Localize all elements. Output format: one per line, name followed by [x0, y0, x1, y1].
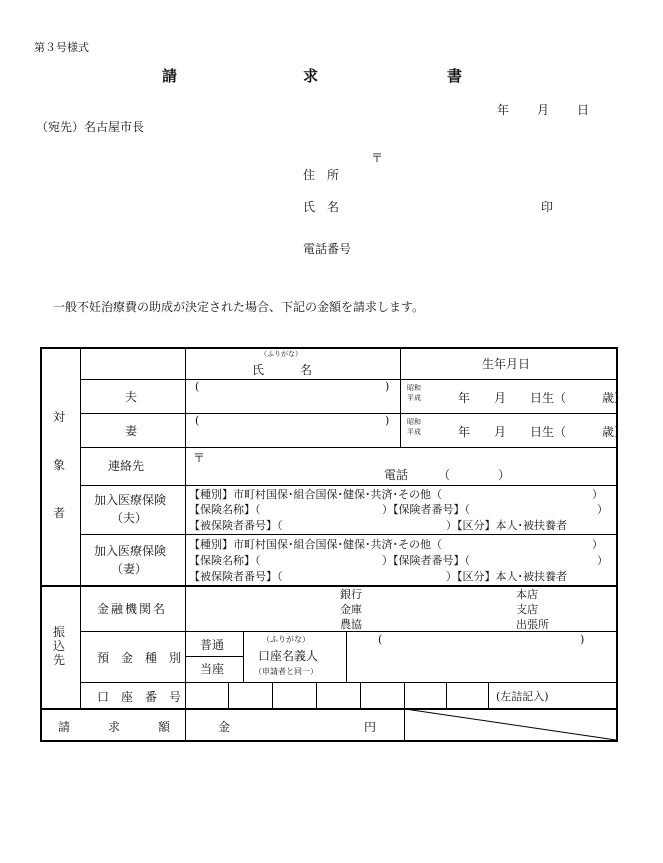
deposit-label: 預 金 種 別	[97, 651, 182, 665]
insurance-husband-type: 【種別】市町村国保･組合国保･健保･共済･その他（	[189, 488, 442, 501]
insurance-husband-label: 加入医療保険	[94, 493, 167, 507]
bank-type-bank: 銀行	[340, 588, 362, 601]
insurance-husband-sub: （夫）	[111, 511, 148, 525]
holder-paren-open: (	[378, 633, 383, 646]
insurance-wife-category: ）【区分】本人･被扶養者	[446, 570, 567, 583]
husband-era-showa: 昭和	[407, 384, 421, 392]
name-header: 氏 名	[252, 363, 313, 377]
title-char-1: 請	[162, 67, 178, 85]
holder-label: 口座名義人	[258, 649, 319, 663]
insurance-wife-type-end: ）	[592, 538, 603, 551]
section-target-label: 対	[53, 410, 66, 424]
bank-type-nokyo: 農協	[340, 618, 362, 631]
husband-furigana-open: (	[195, 380, 200, 393]
insurance-wife-label: 加入医療保険	[94, 544, 167, 558]
wife-dob: 年 月 日生（ 歳）	[458, 425, 627, 439]
form-number: 第３号様式	[34, 41, 89, 54]
wife-furigana-close: )	[385, 414, 390, 427]
contact-postal-mark: 〒	[193, 451, 206, 465]
claim-label-2: 求	[108, 720, 121, 734]
claim-prefix: 金	[218, 720, 231, 734]
section-target-label-3: 者	[53, 506, 66, 520]
diagonal-slash	[405, 709, 617, 740]
title-char-2: 求	[303, 67, 319, 85]
insurance-wife-type: 【種別】市町村国保･組合国保･健保･共済･その他（	[189, 538, 442, 551]
phone-label: 電話番号	[303, 242, 352, 256]
section-target-label-2: 象	[53, 458, 66, 472]
wife-era-showa: 昭和	[407, 418, 421, 426]
insurance-husband-insured-no: 【被保険者番号】（	[189, 519, 283, 532]
claim-label-3: 額	[158, 720, 171, 734]
claim-unit: 円	[364, 720, 377, 734]
seal-mark: 印	[541, 200, 554, 214]
insurance-husband-insurer-no-end: ）	[597, 503, 608, 516]
holder-note: （申請者と同一）	[254, 667, 318, 676]
deposit-type-ordinary[interactable]: 普通	[200, 638, 225, 652]
contact-phone: 電話 （ ）	[384, 468, 511, 482]
date-month-label: 月	[537, 103, 550, 117]
date-year-label: 年	[497, 103, 510, 117]
postal-mark: 〒	[371, 151, 384, 165]
dob-header: 生年月日	[482, 357, 531, 371]
bank-label: 金融機関名	[97, 602, 168, 616]
wife-furigana-open: (	[195, 414, 200, 427]
insurance-husband-type-end: ）	[592, 488, 603, 501]
row-husband-label: 夫	[125, 390, 138, 404]
branch-type-office: 出張所	[516, 618, 549, 631]
husband-dob: 年 月 日生（ 歳）	[458, 391, 627, 405]
holder-furigana: （ふりがな）	[262, 635, 310, 644]
title-char-3: 書	[447, 67, 463, 85]
name-label: 氏 名	[303, 200, 340, 214]
date-day-label: 日	[577, 103, 590, 117]
row-wife-label: 妻	[125, 424, 138, 438]
branch-type-main: 本店	[516, 588, 538, 601]
insurance-wife-insurer-no: ）【保険者番号】（	[382, 554, 470, 567]
insurance-wife-insured-no: 【被保険者番号】（	[189, 570, 283, 583]
insurance-wife-name: 【保険名称】（	[189, 554, 261, 567]
insurance-wife-insurer-no-end: ）	[597, 554, 608, 567]
bank-type-shinkin: 金庫	[340, 603, 362, 616]
husband-furigana-close: )	[385, 380, 390, 393]
insurance-husband-insurer-no: ）【保険者番号】（	[382, 503, 470, 516]
furigana-header: （ふりがな）	[260, 350, 302, 358]
account-note: (左詰記入)	[496, 690, 549, 703]
deposit-type-current[interactable]: 当座	[200, 662, 225, 676]
claim-label-1: 請	[58, 720, 71, 734]
section-transfer-label: 振 込 先	[53, 625, 66, 667]
insurance-wife-sub: （妻）	[111, 562, 148, 576]
contact-label: 連絡先	[108, 459, 145, 473]
intro-text: 一般不妊治療費の助成が決定された場合、下記の金額を請求します。	[53, 300, 425, 314]
husband-era-heisei: 平成	[407, 394, 421, 402]
address-label: 住 所	[303, 168, 340, 182]
wife-era-heisei: 平成	[407, 428, 421, 436]
account-label: 口 座 番 号	[97, 690, 182, 704]
addressee: （宛先）名古屋市長	[36, 120, 145, 134]
holder-paren-close: )	[580, 633, 585, 646]
insurance-husband-category: ）【区分】本人･被扶養者	[446, 519, 567, 532]
branch-type-branch: 支店	[516, 603, 538, 616]
insurance-husband-name: 【保険名称】（	[189, 503, 261, 516]
